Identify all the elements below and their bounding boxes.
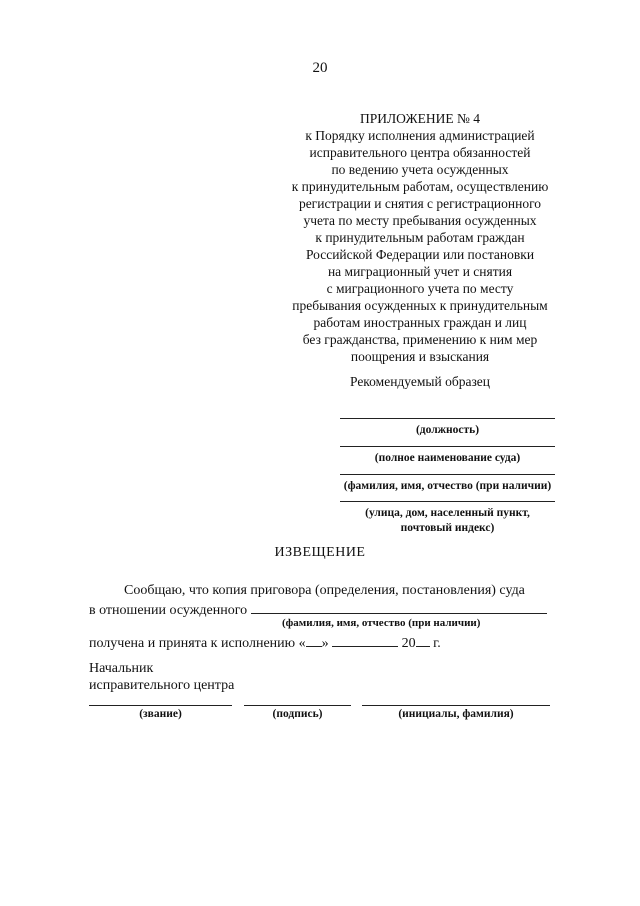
appendix-line: на миграционный учет и снятия [327,264,513,279]
page-number: 20 [312,60,328,76]
rank-line [89,705,232,706]
notice-line-3 [89,632,441,652]
position-caption: (должность) [415,424,480,436]
signature-caption: (подпись) [272,708,323,720]
address-line [340,501,555,502]
appendix-line: Российской Федерации или постановки [305,247,535,262]
position-line [340,418,555,419]
addressee-name [340,474,555,494]
sample-label: Рекомендуемый образец [349,374,490,389]
appendix-line: учета по месту пребывания осужденных [303,213,537,228]
signatory-org: исправительного центра [89,678,235,693]
appendix-title: ПРИЛОЖЕНИЕ № 4 [359,111,481,126]
appendix-line: поощрения и взыскания [350,349,490,364]
appendix-line: к Порядку исполнения администрацией [305,128,535,143]
appendix-line: по ведению учета осужденных [331,162,509,177]
quote-close: » [321,636,329,651]
appendix-line: пребывания осужденных к принудительным [292,298,548,313]
appendix-header [270,110,570,365]
initials-caption: (инициалы, фамилия) [398,708,514,720]
signatory-title: Начальник [89,661,154,676]
notice-line-2 [89,599,547,619]
appendix-line: исправительного центра обязанностей [309,145,531,160]
addressee-court [340,446,555,466]
month-blank [332,632,398,647]
addressee-address [340,501,555,536]
convict-prefix: в отношении осужденного [89,603,248,618]
name-caption: (фамилия, имя, отчество (при наличии) [343,480,552,492]
addressee-position [340,418,555,438]
rank-caption: (звание) [139,708,182,720]
address-caption: (улица, дом, населенный пункт, [365,507,530,519]
court-line [340,446,555,447]
signature-line [244,705,351,706]
year-suffix: г. [433,636,441,651]
year-prefix: 20 [401,636,416,651]
appendix-line: без гражданства, применению к ним мер [302,332,538,347]
received-prefix: получена и принята к исполнению « [89,636,306,651]
name-line [340,474,555,475]
notice-line-1: Сообщаю, что копия приговора (определения, постановления) суда [124,583,525,598]
convict-name-caption: (фамилия, имя, отчество (при наличии) [282,617,481,629]
year-blank [416,632,430,647]
court-caption: (полное наименование суда) [374,452,521,464]
appendix-line: регистрации и снятия с регистрационного [298,196,542,211]
convict-name-blank [251,599,547,614]
day-blank [306,632,322,647]
appendix-line: работам иностранных граждан и лиц [313,315,527,330]
address-caption-line2: почтовый индекс) [400,522,495,534]
appendix-line: к принудительным работам граждан [315,230,525,245]
appendix-line: к принудительным работам, осуществлению [291,179,549,194]
appendix-line: с миграционного учета по месту [326,281,514,296]
initials-line [362,705,550,706]
notice-title: ИЗВЕЩЕНИЕ [274,545,366,560]
